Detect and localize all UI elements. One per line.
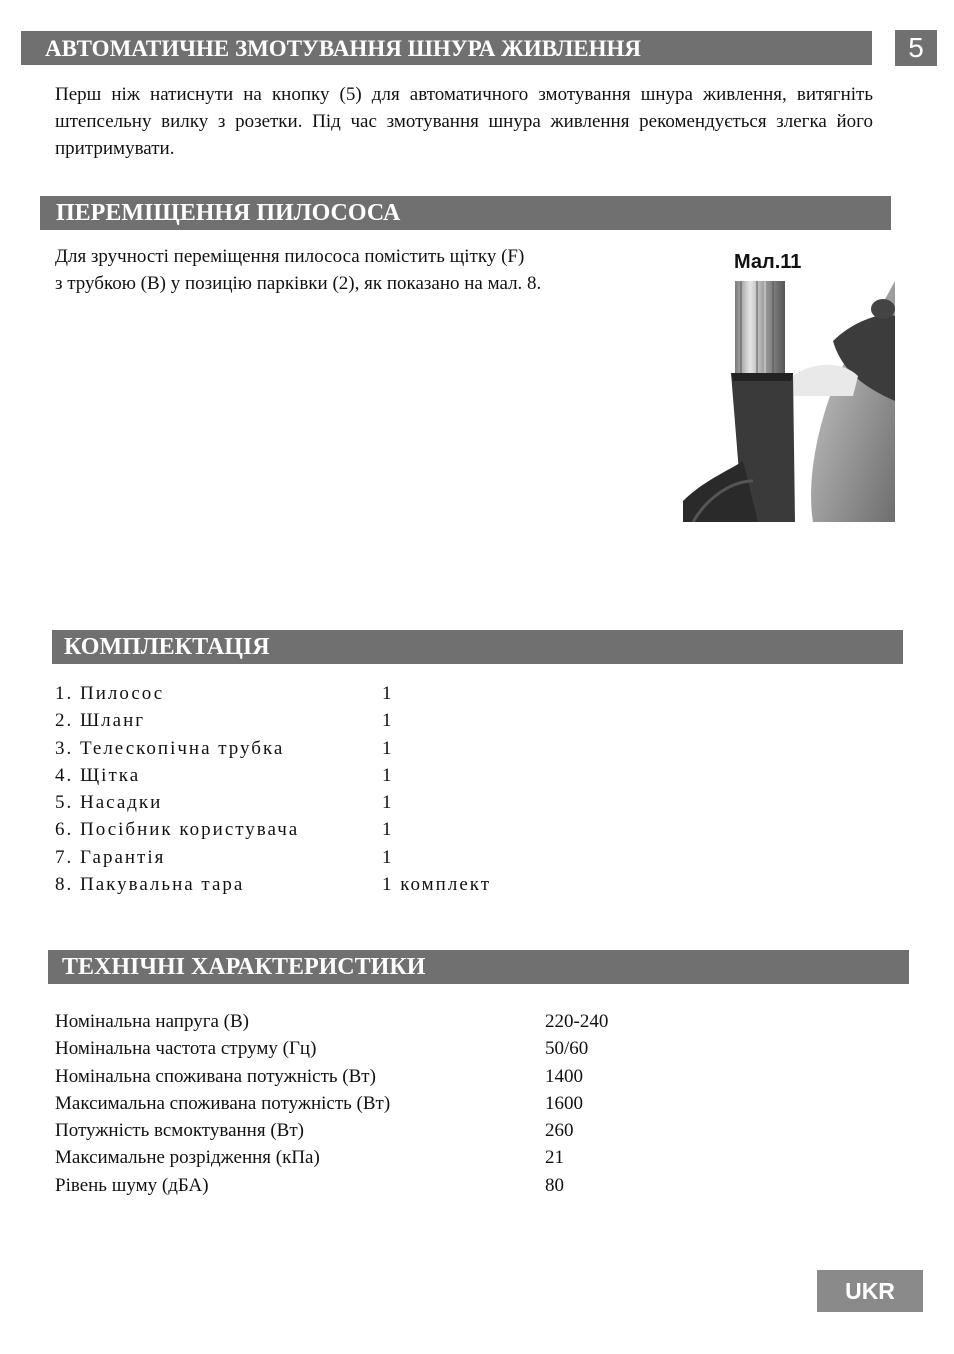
spec-name: Номінальна напруга (В) <box>55 1011 249 1032</box>
spec-value: 80 <box>545 1174 564 1196</box>
vacuum-parking-photo <box>683 281 895 522</box>
item-name: 4. Щітка <box>55 764 141 786</box>
item-name: 1. Пилосос <box>55 683 165 704</box>
spec-name: Номінальна частота струму (Гц) <box>55 1038 317 1060</box>
spec-value: 260 <box>545 1120 574 1142</box>
spec-value: 220-240 <box>545 1011 609 1032</box>
spec-value: 50/60 <box>545 1038 589 1060</box>
auto-rewind-text: Перш ніж натиснути на кнопку (5) для автоматичного змотування шнура живлення, витягніть штепсельну вилку з розетки. Під час змотування шнура живлення рекомендується злегка його притримувати. <box>55 84 873 159</box>
page-number: 5 <box>895 30 937 66</box>
spec-value: 1600 <box>545 1092 583 1114</box>
item-qty: 1 <box>382 819 394 841</box>
item-name: 7. Гарантія <box>55 846 166 868</box>
spec-name: Максимальна споживана потужність (Вт) <box>55 1092 391 1114</box>
item-name: 8. Пакувальна тара <box>55 874 245 896</box>
figure-label: Мал.11 <box>734 251 802 273</box>
vacuum-parking-illustration <box>683 281 895 522</box>
item-qty: 1 <box>382 764 394 786</box>
item-qty: 1 <box>382 792 394 814</box>
section-title-contents: КОМПЛЕКТАЦІЯ <box>52 630 903 664</box>
language-badge: UKR <box>817 1270 923 1312</box>
spec-value: 1400 <box>545 1065 583 1087</box>
item-qty: 1 комплект <box>382 874 492 896</box>
spec-value: 21 <box>545 1147 564 1169</box>
item-name: 5. Насадки <box>55 792 163 814</box>
item-qty: 1 <box>382 737 394 759</box>
moving-text-line-2: з трубкою (B) у позицію парківки (2), як показано на мал. 8. <box>55 273 542 294</box>
spec-name: Рівень шуму (дБА) <box>55 1174 209 1196</box>
item-name: 3. Телескопічна трубка <box>55 737 285 759</box>
section-title-auto-rewind: АВТОМАТИЧНЕ ЗМОТУВАННЯ ШНУРА ЖИВЛЕННЯ <box>21 31 872 65</box>
spec-name: Номінальна споживана потужність (Вт) <box>55 1065 376 1087</box>
spec-name: Потужність всмоктування (Вт) <box>55 1120 304 1142</box>
moving-text <box>55 243 695 297</box>
moving-text-line-1: Для зручності переміщення пилососа помістить щітку (F) <box>55 246 525 267</box>
item-name: 6. Посібник користувача <box>55 819 300 841</box>
section-title-specs: ТЕХНІЧНІ ХАРАКТЕРИСТИКИ <box>48 950 909 984</box>
item-qty: 1 <box>382 710 394 732</box>
item-name: 2. Шланг <box>55 710 146 732</box>
spec-name: Максимальне розрідження (кПа) <box>55 1147 320 1169</box>
item-qty: 1 <box>382 683 394 704</box>
section-title-moving: ПЕРЕМІЩЕННЯ ПИЛОСОСА <box>40 196 891 230</box>
item-qty: 1 <box>382 846 394 868</box>
